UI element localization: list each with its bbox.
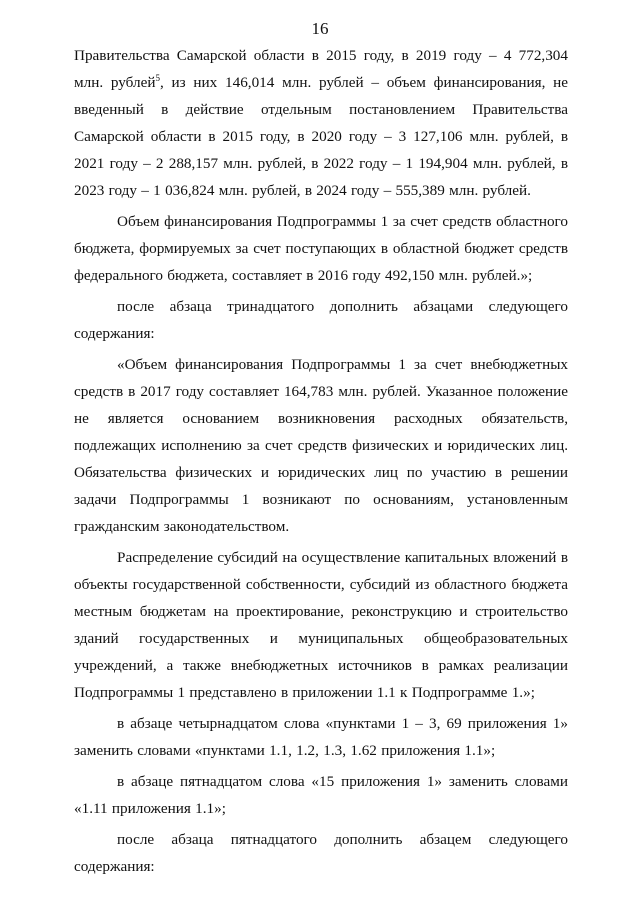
paragraph-fourteenth-amendment: в абзаце четырнадцатом слова «пунктами 1 – 3, 69 приложения 1» заменить словами «пунктами 1.1, 1.2, 1.3, 1.62 приложения 1.1»; — [74, 715, 568, 759]
paragraph-fifteenth-amendment: в абзаце пятнадцатом слова «15 приложения 1» заменить словами «1.11 приложения 1.1»; — [74, 773, 568, 817]
paragraph-regional-budget: Объем финансирования Подпрограммы 1 за счет средств областного бюджета, формируемых за счет поступающих в областной бюджет средств федерального бюджета, составляет в 2016 году 492,150 млн. рублей.»; — [74, 213, 568, 284]
paragraph-add-after-thirteenth: после абзаца тринадцатого дополнить абзацами следующего содержания: — [74, 298, 568, 342]
page-number: 16 — [311, 19, 329, 38]
paragraph-text-before-footnote: Правительства Самарской области в 2015 году, в 2019 году – 4 772,304 млн. рублей — [74, 47, 568, 91]
paragraph-subsidy-distribution: Распределение субсидий на осуществление капитальных вложений в объекты государственной собственности, субсидий из областного бюджета местным бюджетам на проектирование, реконструкцию и строительство зданий государственных и муниципальных общеобразовательных учреждений, а также внебюджетных источников в рамках реализации Подпрограммы 1 представлено в приложении 1.1 к Подпрограмме 1.»; — [74, 549, 568, 701]
paragraph-funding-years — [74, 42, 568, 204]
footnote-reference: 5 — [155, 72, 160, 83]
paragraph-add-after-fifteenth: после абзаца пятнадцатого дополнить абзацем следующего содержания: — [74, 831, 568, 875]
paragraph-text-after-footnote: , из них 146,014 млн. рублей – объем финансирования, не введенный в действие отдельным постановлением Правительства Самарской области в 2015 году, в 2020 году – 3 127,106 млн. рублей, в 2021 году – 2 288,157 млн. рублей, в 2022 году – 1 194,904 млн. рублей, в 2023 году – 1 036,824 млн. рублей, в 2024 году – 555,389 млн. рублей. — [74, 74, 568, 199]
document-body — [74, 42, 568, 884]
paragraph-extrabudgetary-funding: «Объем финансирования Подпрограммы 1 за счет внебюджетных средств в 2017 году составляет 164,783 млн. рублей. Указанное положение не является основанием возникновения расходных обязательств, подлежащих исполнению за счет средств физических и юридических лиц. Обязательства физических и юридических лиц по участию в решении задачи Подпрограммы 1 возникают по основаниям, установленным гражданским законодательством. — [74, 356, 568, 535]
